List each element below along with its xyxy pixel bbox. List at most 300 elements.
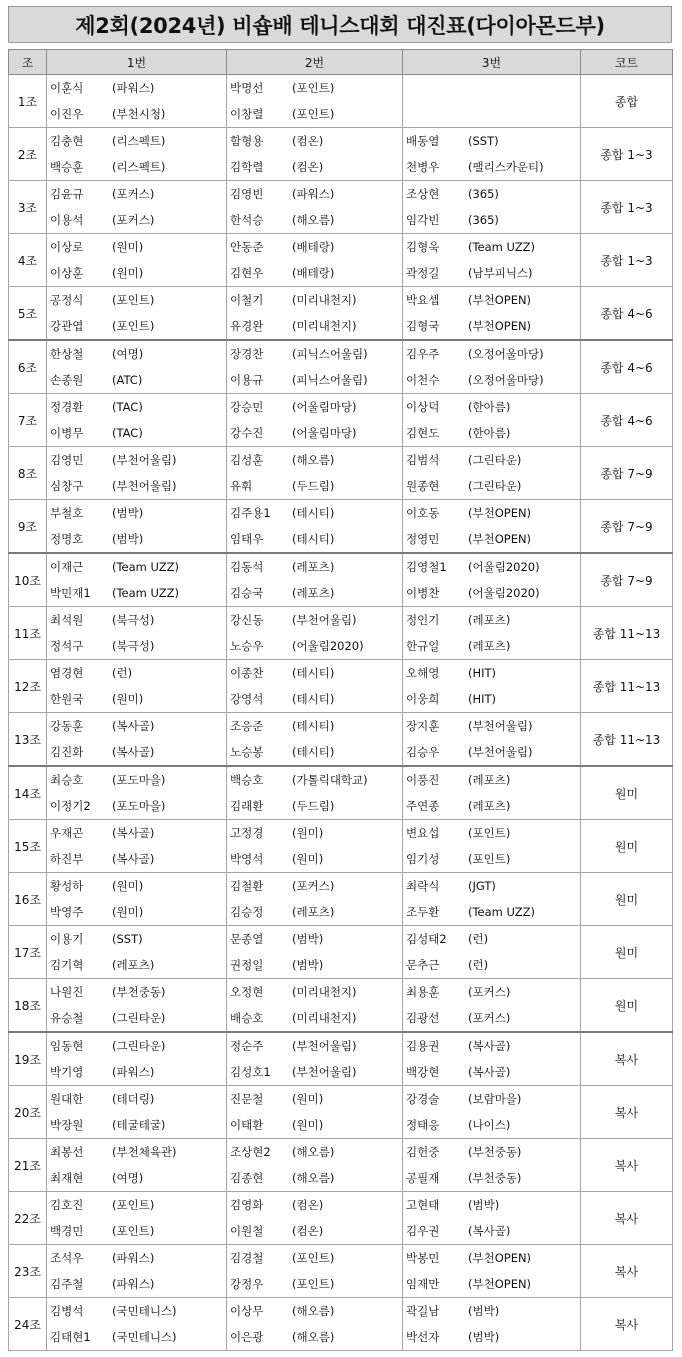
player-name: 임태우 — [230, 532, 264, 546]
player-name: 강수진 — [230, 426, 264, 440]
player-club: (테굴테굴) — [112, 1118, 166, 1132]
player-club: (배테랑) — [292, 240, 335, 254]
player-name: 정명호 — [50, 532, 84, 546]
player-club: (리스펙트) — [112, 134, 166, 148]
court-label: 종합 7~9 — [581, 553, 673, 607]
player-club: (그린타운) — [468, 479, 522, 493]
player-club: (한아름) — [468, 400, 511, 414]
player-name: 장지훈 — [406, 719, 440, 733]
player-name: 임기성 — [406, 852, 440, 866]
group-label: 2조 — [9, 128, 47, 181]
team-pair — [227, 394, 402, 446]
player-name: 이용규 — [230, 373, 264, 387]
player-entry — [403, 607, 580, 633]
player-name: 이원철 — [230, 1224, 264, 1238]
group-label: 8조 — [9, 447, 47, 500]
team-cell — [47, 553, 227, 607]
player-entry — [47, 128, 226, 154]
player-name: 김영화 — [230, 1198, 264, 1212]
player-entry — [227, 181, 402, 207]
player-club: (부천OPEN) — [468, 1277, 532, 1291]
player-name: 곽길남 — [406, 1304, 440, 1318]
player-entry — [47, 394, 226, 420]
player-club: (ATC) — [112, 373, 143, 387]
player-name: 박영석 — [230, 852, 264, 866]
group-row — [9, 181, 673, 234]
player-name: 주연종 — [406, 799, 440, 813]
player-entry — [403, 154, 580, 180]
player-club: (부천중동) — [468, 1145, 522, 1159]
player-entry — [47, 580, 226, 606]
player-club: (두드림) — [292, 479, 335, 493]
group-label: 13조 — [9, 713, 47, 767]
player-name: 김범석 — [406, 453, 440, 467]
player-entry — [227, 793, 402, 819]
group-label: 16조 — [9, 873, 47, 926]
team-pair — [47, 128, 226, 180]
player-club: (부천어울림) — [112, 453, 177, 467]
team-pair — [403, 926, 580, 978]
player-name: 김주용1 — [230, 506, 271, 520]
player-name: 강영석 — [230, 692, 264, 706]
player-club: (부천어울림) — [468, 745, 533, 759]
group-row — [9, 1245, 673, 1298]
player-entry — [47, 526, 226, 552]
player-club: (여명) — [112, 1171, 144, 1185]
player-club: (Team UZZ) — [468, 240, 535, 254]
player-club: (테시티) — [292, 719, 335, 733]
player-entry — [47, 1218, 226, 1244]
group-row — [9, 660, 673, 713]
team-pair — [47, 75, 226, 127]
player-club: (복사골) — [468, 1039, 511, 1053]
group-row — [9, 287, 673, 341]
team-pair — [403, 767, 580, 819]
player-club: (해오름) — [292, 1330, 335, 1344]
player-entry — [403, 367, 580, 393]
player-entry — [47, 420, 226, 446]
player-entry — [47, 846, 226, 872]
player-club: (부천중동) — [468, 1171, 522, 1185]
player-entry — [227, 420, 402, 446]
player-club: (레포츠) — [292, 905, 335, 919]
team-cell — [403, 1086, 581, 1139]
team-cell — [227, 713, 403, 767]
team-pair — [403, 873, 580, 925]
team-cell — [47, 873, 227, 926]
player-entry — [403, 633, 580, 659]
group-row — [9, 1139, 673, 1192]
team-cell — [227, 128, 403, 181]
team-pair — [403, 75, 580, 127]
player-club: (원미) — [292, 852, 324, 866]
player-name: 김용권 — [406, 1039, 440, 1053]
player-name: 정영민 — [406, 532, 440, 546]
player-name: 김헌중 — [406, 1145, 440, 1159]
player-entry — [47, 1165, 226, 1191]
player-entry — [47, 1298, 226, 1324]
player-entry — [47, 952, 226, 978]
player-club: (어울림2020) — [468, 560, 540, 574]
player-entry — [403, 447, 580, 473]
team-cell — [47, 660, 227, 713]
player-club: (원미) — [112, 692, 144, 706]
player-name: 노승봉 — [230, 745, 264, 759]
header-round-2: 2번 — [227, 50, 403, 75]
team-cell — [403, 1192, 581, 1245]
team-pair — [403, 607, 580, 659]
player-entry — [227, 660, 402, 686]
team-pair — [227, 1033, 402, 1085]
player-entry — [47, 820, 226, 846]
player-name: 김주철 — [50, 1277, 84, 1291]
team-cell — [227, 287, 403, 341]
team-pair — [227, 873, 402, 925]
player-name: 김철환 — [230, 879, 264, 893]
group-row — [9, 926, 673, 979]
player-name: 곽정길 — [406, 266, 440, 280]
team-pair — [227, 128, 402, 180]
player-entry — [47, 1033, 226, 1059]
player-name: 문종열 — [230, 932, 264, 946]
player-name: 강관엽 — [50, 319, 84, 333]
player-club: (컴온) — [292, 134, 324, 148]
player-club: (부천체육관) — [112, 1145, 177, 1159]
player-name: 김학렬 — [230, 160, 264, 174]
player-entry — [227, 1324, 402, 1350]
court-label: 종합 11~13 — [581, 713, 673, 767]
player-club: (원미) — [112, 240, 144, 254]
player-name: 원대한 — [50, 1092, 84, 1106]
team-pair — [227, 554, 402, 606]
team-cell — [403, 1245, 581, 1298]
player-entry — [403, 101, 580, 127]
group-row — [9, 607, 673, 660]
player-name: 박민재1 — [50, 586, 91, 600]
group-row — [9, 234, 673, 287]
court-label: 복사 — [581, 1032, 673, 1086]
group-label: 19조 — [9, 1032, 47, 1086]
player-club: (해오름) — [292, 1304, 335, 1318]
player-name: 고정경 — [230, 826, 264, 840]
team-cell — [227, 340, 403, 394]
player-club: (컴온) — [292, 160, 324, 174]
player-club: (원미) — [112, 905, 144, 919]
player-club: (범박) — [112, 506, 144, 520]
player-entry — [403, 739, 580, 765]
player-name: 박요셉 — [406, 293, 440, 307]
page-title: 제2회(2024년) 비숍배 테니스대회 대진표(다이아몬드부) — [8, 6, 672, 43]
player-entry — [403, 580, 580, 606]
group-label: 5조 — [9, 287, 47, 341]
player-entry — [227, 500, 402, 526]
player-name: 김충현 — [50, 134, 84, 148]
player-entry — [47, 1086, 226, 1112]
court-label: 복사 — [581, 1245, 673, 1298]
team-pair — [47, 1139, 226, 1191]
player-name: 이재근 — [50, 560, 84, 574]
team-pair — [403, 287, 580, 339]
group-label: 9조 — [9, 500, 47, 554]
player-club: (부천OPEN) — [468, 319, 532, 333]
team-pair — [403, 500, 580, 552]
player-name: 김현도 — [406, 426, 440, 440]
player-club: (국민테니스) — [112, 1330, 177, 1344]
player-name: 함형용 — [230, 134, 264, 148]
team-pair — [227, 926, 402, 978]
group-row — [9, 447, 673, 500]
player-entry — [47, 1112, 226, 1138]
team-cell — [47, 979, 227, 1033]
player-club: (오정어울마당) — [468, 347, 544, 361]
player-name: 이정기2 — [50, 799, 91, 813]
player-name: 박선자 — [406, 1330, 440, 1344]
player-club: (포인트) — [292, 107, 335, 121]
team-cell — [227, 234, 403, 287]
player-entry — [47, 287, 226, 313]
player-name: 이태환 — [230, 1118, 264, 1132]
group-row — [9, 873, 673, 926]
player-club: (원미) — [292, 826, 324, 840]
team-cell — [403, 1032, 581, 1086]
player-club: (국민테니스) — [112, 1304, 177, 1318]
player-club: (JGT) — [468, 879, 496, 893]
team-cell — [227, 926, 403, 979]
player-entry — [47, 1271, 226, 1297]
team-cell — [403, 1139, 581, 1192]
player-name: 강경술 — [406, 1092, 440, 1106]
player-club: (레포츠) — [468, 799, 511, 813]
player-name: 이용기 — [50, 932, 84, 946]
player-club: (부천어울림) — [292, 613, 357, 627]
player-entry — [227, 1165, 402, 1191]
player-name: 고현태 — [406, 1198, 440, 1212]
player-club: (부천중동) — [112, 985, 166, 999]
header-round-3: 3번 — [403, 50, 581, 75]
bracket-body — [9, 75, 673, 1351]
player-name: 공필재 — [406, 1171, 440, 1185]
player-club: (북극성) — [112, 639, 155, 653]
player-club: (팰리스카운티) — [468, 160, 544, 174]
court-label: 복사 — [581, 1298, 673, 1351]
player-club: (포커스) — [292, 879, 335, 893]
player-entry — [47, 181, 226, 207]
player-entry — [47, 260, 226, 286]
player-club: (어울림2020) — [292, 639, 364, 653]
player-entry — [47, 739, 226, 765]
player-entry — [47, 447, 226, 473]
player-entry — [403, 686, 580, 712]
court-label: 종합 4~6 — [581, 340, 673, 394]
player-club: (미리내천지) — [292, 293, 357, 307]
player-club: (파워스) — [112, 81, 155, 95]
player-entry — [47, 1139, 226, 1165]
player-club: (해오름) — [292, 213, 335, 227]
player-club: (HIT) — [468, 666, 497, 680]
player-club: (런) — [468, 932, 489, 946]
player-club: (미리내천지) — [292, 985, 357, 999]
player-entry — [403, 1139, 580, 1165]
player-entry — [227, 633, 402, 659]
player-club: (포커스) — [112, 213, 155, 227]
player-club: (그린타운) — [468, 453, 522, 467]
player-entry — [227, 101, 402, 127]
team-cell — [227, 500, 403, 554]
player-name: 정인기 — [406, 613, 440, 627]
player-name: 정순주 — [230, 1039, 264, 1053]
player-entry — [47, 367, 226, 393]
team-cell — [47, 713, 227, 767]
player-club: (컴온) — [292, 1224, 324, 1238]
team-cell — [403, 607, 581, 660]
player-club: (미리내천지) — [292, 1011, 357, 1025]
player-club: (레포츠) — [112, 958, 155, 972]
team-cell — [47, 1298, 227, 1351]
player-name: 강동훈 — [50, 719, 84, 733]
player-entry — [47, 899, 226, 925]
team-cell — [403, 340, 581, 394]
player-entry — [403, 979, 580, 1005]
team-pair — [403, 341, 580, 393]
player-name: 안동준 — [230, 240, 264, 254]
team-pair — [227, 500, 402, 552]
player-entry — [227, 260, 402, 286]
player-name: 박기영 — [50, 1065, 84, 1079]
player-name: 황성하 — [50, 879, 84, 893]
team-cell — [403, 660, 581, 713]
player-entry — [403, 820, 580, 846]
header-group: 조 — [9, 50, 47, 75]
court-label: 원미 — [581, 873, 673, 926]
team-pair — [47, 767, 226, 819]
player-name: 우재곤 — [50, 826, 84, 840]
team-pair — [47, 554, 226, 606]
player-entry — [227, 1271, 402, 1297]
player-club: (테시티) — [292, 692, 335, 706]
player-name: 조상현2 — [230, 1145, 271, 1159]
player-name: 김윤규 — [50, 187, 84, 201]
player-club: (TAC) — [112, 400, 143, 414]
player-club: (부천OPEN) — [468, 1251, 532, 1265]
player-club: (레포츠) — [468, 773, 511, 787]
team-cell — [227, 1192, 403, 1245]
court-label: 복사 — [581, 1139, 673, 1192]
player-name: 김동석 — [230, 560, 264, 574]
player-entry — [403, 926, 580, 952]
team-pair — [47, 500, 226, 552]
player-name: 배동열 — [406, 134, 440, 148]
player-club: (테시티) — [292, 666, 335, 680]
player-entry — [227, 580, 402, 606]
player-entry — [403, 473, 580, 499]
player-name: 한상철 — [50, 347, 84, 361]
group-label: 14조 — [9, 766, 47, 820]
team-pair — [47, 873, 226, 925]
player-club: (나이스) — [468, 1118, 511, 1132]
player-name: 백승훈 — [50, 160, 84, 174]
player-name: 김현우 — [230, 266, 264, 280]
player-entry — [403, 234, 580, 260]
court-label: 종합 4~6 — [581, 394, 673, 447]
team-cell — [47, 1032, 227, 1086]
player-entry — [47, 926, 226, 952]
player-entry — [227, 1139, 402, 1165]
team-pair — [47, 926, 226, 978]
player-name: 정태응 — [406, 1118, 440, 1132]
player-name: 김래환 — [230, 799, 264, 813]
player-club: (어울림마당) — [292, 426, 357, 440]
player-entry — [227, 607, 402, 633]
team-cell — [227, 75, 403, 128]
team-pair — [47, 234, 226, 286]
player-entry — [227, 899, 402, 925]
court-label: 복사 — [581, 1192, 673, 1245]
player-club: (부천어울림) — [292, 1065, 357, 1079]
player-name: 박영주 — [50, 905, 84, 919]
player-name: 변요섭 — [406, 826, 440, 840]
player-entry — [227, 341, 402, 367]
team-cell — [227, 447, 403, 500]
player-club: (범박) — [468, 1304, 500, 1318]
team-pair — [227, 447, 402, 499]
player-entry — [403, 899, 580, 925]
player-entry — [47, 1192, 226, 1218]
player-club: (파워스) — [112, 1277, 155, 1291]
player-club: (컴온) — [292, 1198, 324, 1212]
team-cell — [47, 287, 227, 341]
player-club: (365) — [468, 187, 499, 201]
player-name: 장경찬 — [230, 347, 264, 361]
player-club: (범박) — [468, 1198, 500, 1212]
player-entry — [403, 1271, 580, 1297]
player-club: (미리내천지) — [292, 319, 357, 333]
team-pair — [227, 979, 402, 1031]
team-pair — [47, 979, 226, 1031]
player-entry — [403, 873, 580, 899]
player-entry — [227, 287, 402, 313]
team-pair — [403, 181, 580, 233]
player-entry — [403, 713, 580, 739]
player-club: (부천OPEN) — [468, 532, 532, 546]
team-cell — [47, 1139, 227, 1192]
group-row — [9, 713, 673, 767]
group-label: 23조 — [9, 1245, 47, 1298]
player-club: (파워스) — [112, 1251, 155, 1265]
team-cell — [47, 607, 227, 660]
player-name: 하진부 — [50, 852, 84, 866]
player-club: (포인트) — [468, 852, 511, 866]
player-entry — [227, 1192, 402, 1218]
player-entry — [47, 1059, 226, 1085]
player-name: 김기혁 — [50, 958, 84, 972]
player-entry — [403, 526, 580, 552]
player-entry — [403, 1059, 580, 1085]
group-label: 3조 — [9, 181, 47, 234]
team-pair — [47, 1298, 226, 1350]
team-pair — [227, 1139, 402, 1191]
player-entry — [227, 1033, 402, 1059]
player-club: (부천시청) — [112, 107, 166, 121]
player-entry — [227, 554, 402, 580]
player-entry — [47, 341, 226, 367]
player-name: 이종찬 — [230, 666, 264, 680]
player-name: 이천수 — [406, 373, 440, 387]
player-entry — [227, 846, 402, 872]
team-pair — [47, 447, 226, 499]
player-entry — [403, 1298, 580, 1324]
team-pair — [227, 75, 402, 127]
player-club: (피닉스어울림) — [292, 347, 368, 361]
